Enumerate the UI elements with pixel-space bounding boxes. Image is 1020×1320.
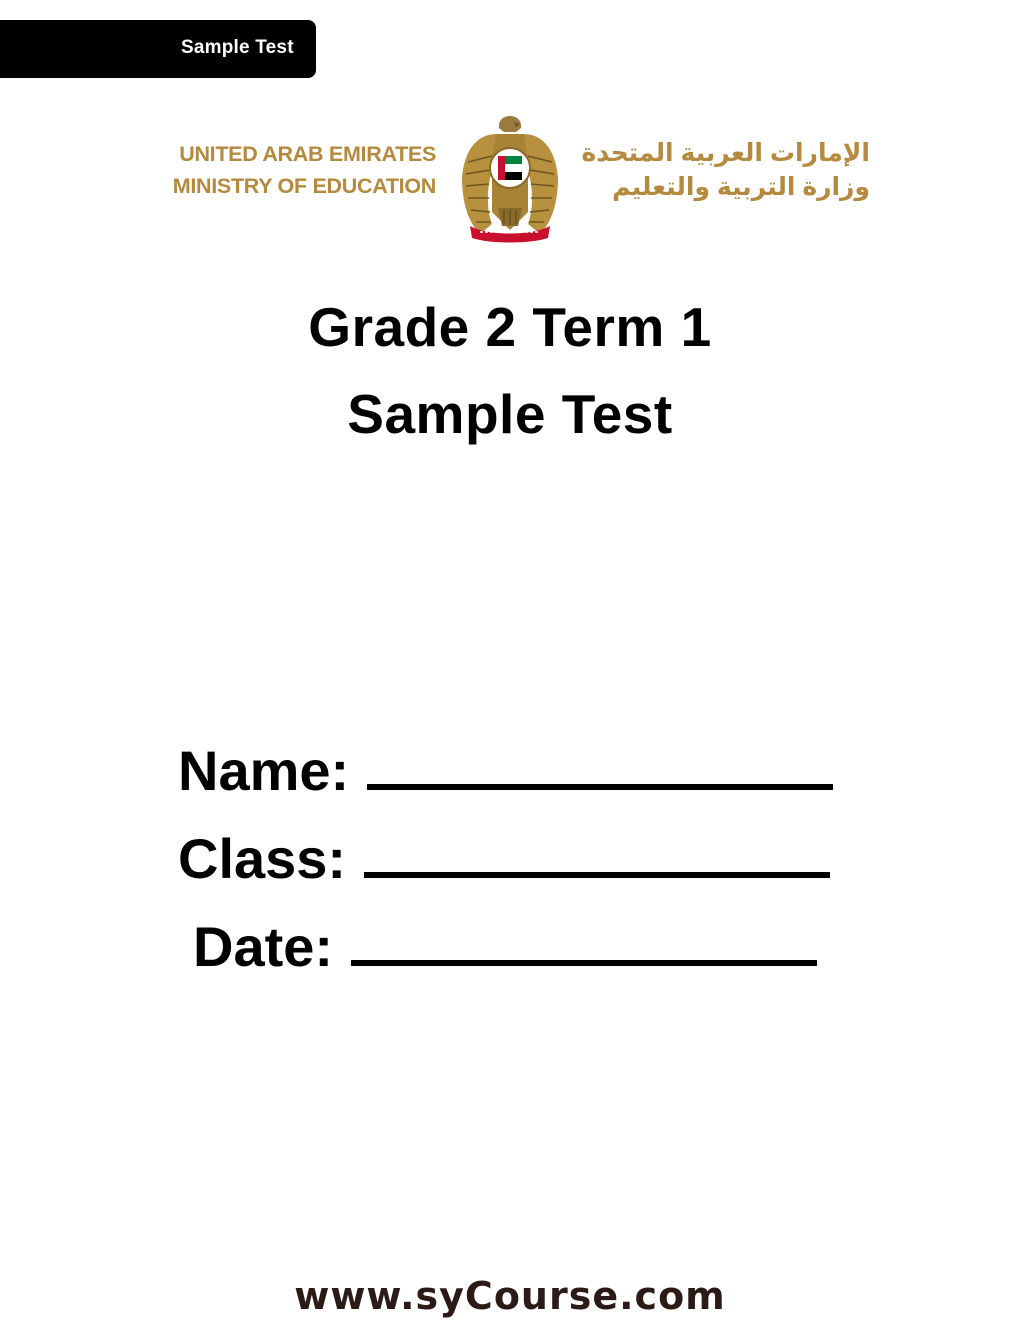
class-label: Class: [178, 827, 347, 890]
name-blank-line[interactable] [367, 734, 833, 790]
uae-falcon-emblem-icon [458, 112, 562, 244]
class-field [178, 822, 830, 891]
ministry-name-english [150, 138, 436, 202]
ministry-name-ar: وزارة التربية والتعليم [612, 173, 870, 201]
date-label: Date: [193, 915, 334, 978]
name-label: Name: [178, 739, 350, 802]
date-field [193, 910, 817, 979]
country-name-en: UNITED ARAB EMIRATES [179, 142, 436, 166]
name-field [178, 734, 833, 803]
country-name-ar: الإمارات العربية المتحدة [581, 139, 870, 167]
class-blank-line[interactable] [364, 822, 830, 878]
footer-website-url: www.syCourse.com [294, 1274, 726, 1318]
ministry-name-en: MINISTRY OF EDUCATION [172, 174, 436, 198]
ministry-name-arabic [578, 136, 870, 204]
page-title-grade: Grade 2 Term 1 [308, 296, 712, 358]
tab-label: Sample Test [181, 37, 294, 58]
date-blank-line[interactable] [351, 910, 817, 966]
page-title-test: Sample Test [347, 383, 673, 445]
